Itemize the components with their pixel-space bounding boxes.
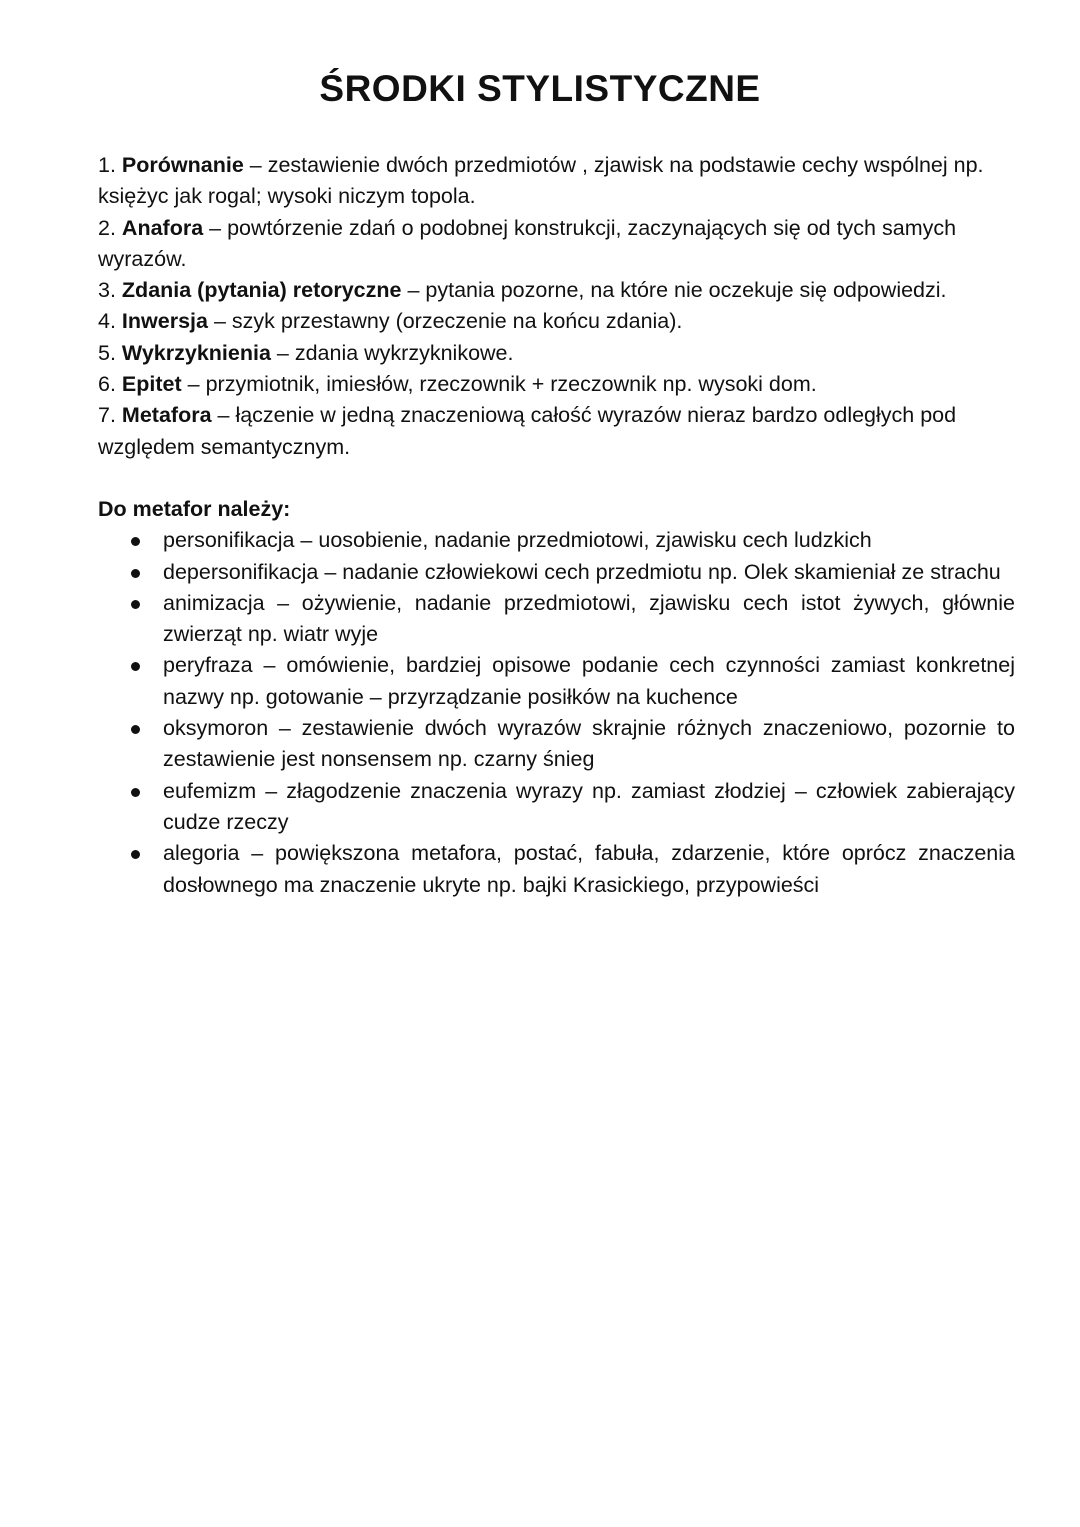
bullet-icon bbox=[131, 725, 140, 734]
definition-number: 2. bbox=[98, 215, 116, 240]
bullet-icon bbox=[131, 662, 140, 671]
list-item bbox=[98, 588, 1015, 651]
list-item bbox=[98, 650, 1015, 713]
definition-text: – zdania wykrzyknikowe. bbox=[276, 340, 514, 365]
list-item bbox=[98, 713, 1015, 776]
bullet-icon bbox=[131, 537, 140, 546]
definition-text: – łączenie w jedną znaczeniową całość wyrazów nieraz bardzo odległych pod względem semantycznym. bbox=[98, 403, 957, 459]
definition-text: – zestawienie dwóch przedmiotów , zjawisk na podstawie cechy wspólnej np. księżyc jak rogal; wysoki niczym topola. bbox=[98, 153, 984, 209]
definition-term: Metafora bbox=[121, 403, 212, 428]
definition-term: Anafora bbox=[121, 215, 204, 240]
definition-term: Zdania (pytania) retoryczne bbox=[121, 278, 402, 303]
definition-number: 7. bbox=[98, 403, 116, 428]
page-title: ŚRODKI STYLISTYCZNE bbox=[319, 68, 761, 109]
definition-term: Inwersja bbox=[121, 309, 208, 334]
definition-text: – szyk przestawny (orzeczenie na końcu zdania). bbox=[213, 309, 683, 334]
bullet-icon bbox=[131, 600, 140, 609]
metaphor-subheading: Do metafor należy: bbox=[98, 496, 291, 521]
definition-term: Porównanie bbox=[121, 153, 244, 177]
definition-item bbox=[98, 400, 1015, 463]
definition-number: 4. bbox=[98, 309, 116, 334]
list-item bbox=[98, 838, 1015, 901]
definition-item bbox=[98, 150, 1015, 213]
bullet-icon bbox=[131, 569, 140, 578]
list-item-text: personifikacja – uosobienie, nadanie przedmiotowi, zjawisku cech ludzkich bbox=[163, 528, 872, 553]
definition-number: 6. bbox=[98, 372, 116, 397]
definition-term: Epitet bbox=[121, 372, 182, 397]
definition-item bbox=[98, 275, 1015, 306]
definition-number: 5. bbox=[98, 340, 116, 365]
definition-text: – przymiotnik, imiesłów, rzeczownik + rzeczownik np. wysoki dom. bbox=[187, 372, 817, 397]
list-item bbox=[98, 525, 1015, 556]
list-item bbox=[98, 557, 1015, 588]
definition-item bbox=[98, 213, 1015, 276]
definitions-list bbox=[98, 150, 1015, 463]
definition-item bbox=[98, 369, 1015, 400]
definition-term: Wykrzyknienia bbox=[121, 340, 271, 365]
definition-number: 3. bbox=[98, 278, 116, 303]
metaphor-types-list bbox=[98, 525, 1015, 901]
definition-text: – powtórzenie zdań o podobnej konstrukcji, zaczynających się od tych samych wyrazów. bbox=[98, 215, 957, 271]
list-item-text: animizacja – ożywienie, nadanie przedmiotowi, zjawisku cech istot żywych, głównie zwierząt np. wiatr wyje bbox=[163, 590, 1015, 647]
bullet-icon bbox=[131, 850, 140, 859]
list-item-text: oksymoron – zestawienie dwóch wyrazów skrajnie różnych znaczeniowo, pozornie to zestawienie jest nonsensem np. czarny śnieg bbox=[163, 716, 1015, 772]
definition-text: – pytania pozorne, na które nie oczekuje się odpowiedzi. bbox=[407, 278, 947, 303]
list-item bbox=[98, 776, 1015, 839]
definition-item bbox=[98, 338, 1015, 369]
bullet-icon bbox=[131, 788, 140, 797]
document-body bbox=[98, 150, 1015, 901]
list-item-text: depersonifikacja – nadanie człowiekowi cech przedmiotu np. Olek skamieniał ze strachu bbox=[163, 559, 1001, 584]
list-item-text: peryfraza – omówienie, bardziej opisowe podanie cech czynności zamiast konkretnej nazwy np. gotowanie – przyrządzanie posiłków na kuchence bbox=[163, 653, 1015, 709]
list-item-text: eufemizm – złagodzenie znaczenia wyrazy np. zamiast złodziej – człowiek zabierający cudze rzeczy bbox=[163, 778, 1015, 834]
definition-item bbox=[98, 306, 1015, 337]
definition-number: 1. bbox=[98, 153, 116, 177]
list-item-text: alegoria – powiększona metafora, postać, fabuła, zdarzenie, które oprócz znaczenia dosłownego ma znaczenie ukryte np. bajki Krasickiego, przypowieści bbox=[163, 841, 1015, 897]
